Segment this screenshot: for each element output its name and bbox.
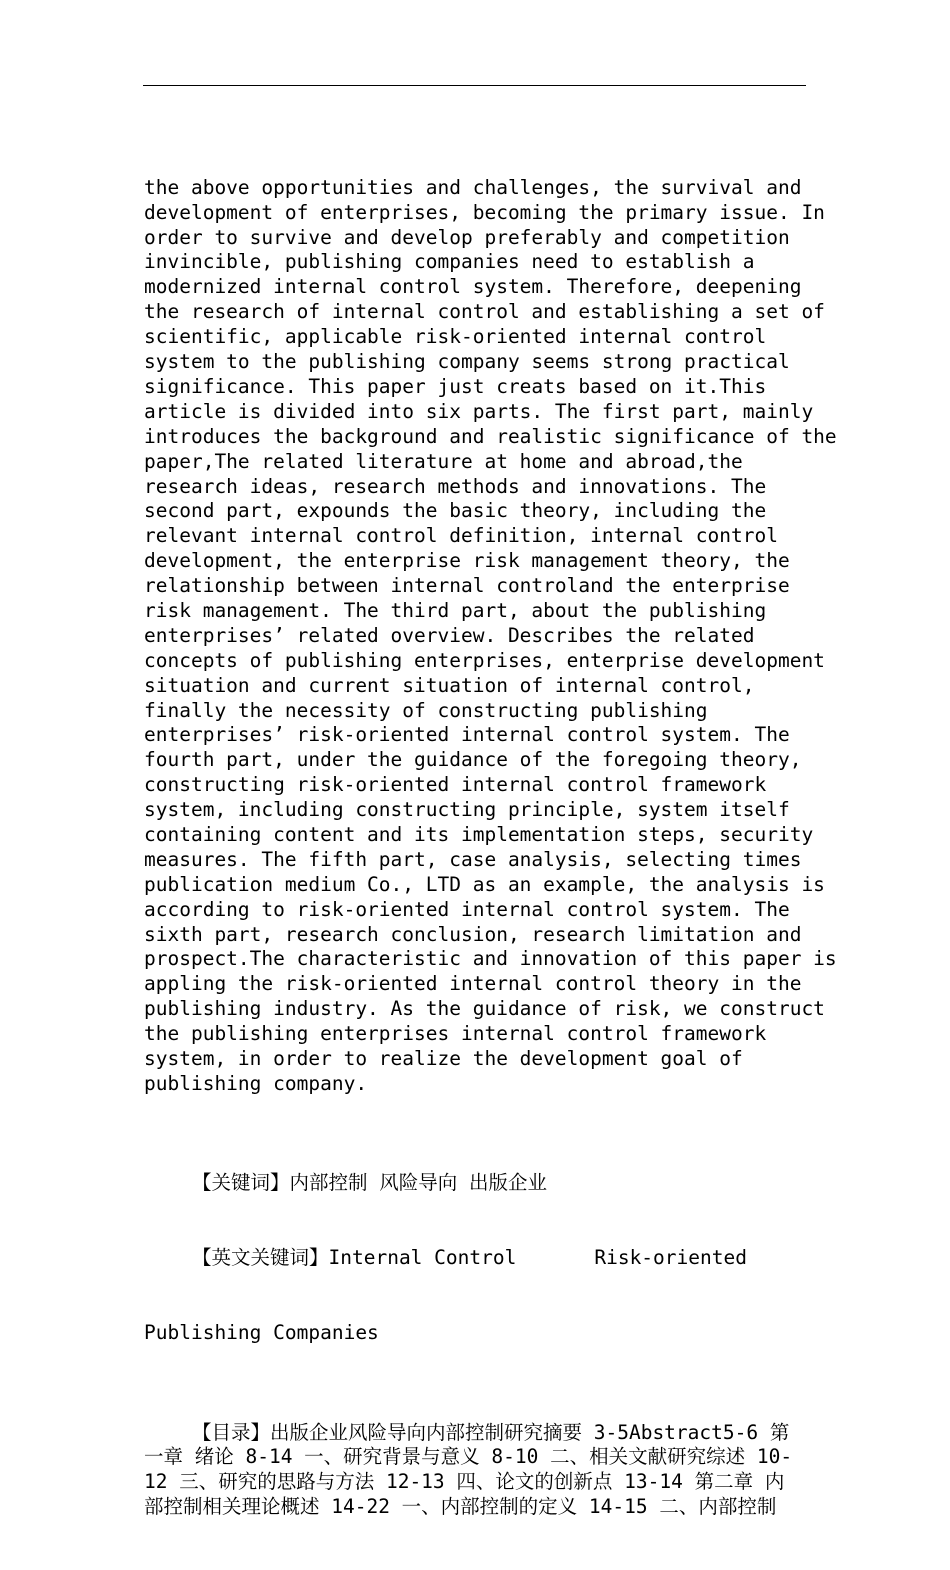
abstract-line: publishing industry. As the guidance of risk, we construct [144,997,825,1021]
chinese-keywords: 【关键词】内部控制 风险导向 出版企业 [192,1171,547,1195]
table-of-contents [144,1421,814,1521]
abstract-line: containing content and its implementation steps, security [144,822,814,846]
abstract-line: article is divided into six parts. The first part, mainly [144,399,814,423]
toc-line: 一章 绪论 8-14 一、研究背景与意义 8-10 二、相关文献研究综述 10- [144,1445,793,1469]
abstract-line: sixth part, research conclusion, research limitation and [144,922,802,946]
english-keywords-continued: Publishing Companies [144,1320,379,1344]
abstract-line: risk management. The third part, about the publishing [144,598,767,622]
english-abstract [144,175,837,1097]
abstract-line: relevant internal control definition, internal control [144,524,778,548]
abstract-line: enterprises’ risk-oriented internal control system. The [144,723,790,747]
abstract-line: system, including constructing principle, system itself [144,798,790,822]
abstract-line: the publishing enterprises internal control framework [144,1022,767,1046]
toc-line: 部控制相关理论概述 14-22 一、内部控制的定义 14-15 二、内部控制 [144,1495,777,1519]
abstract-line: situation and current situation of internal control, [144,673,755,697]
english-keywords [144,1246,814,1271]
abstract-line: system to the publishing company seems strong practical [144,350,790,374]
abstract-line: relationship between internal controland the enterprise [144,574,790,598]
abstract-line: publication medium Co., LTD as an example, the analysis is [144,872,825,896]
english-keywords-first: 【英文关键词】Internal Control [192,1246,517,1270]
abstract-line: constructing risk-oriented internal control framework [144,773,767,797]
abstract-line: research ideas, research methods and innovations. The [144,474,767,498]
abstract-line: the above opportunities and challenges, the survival and [144,175,802,199]
toc-line: 【目录】出版企业风险导向内部控制研究摘要 3-5Abstract5-6 第 [192,1420,790,1444]
toc-line: 12 三、研究的思路与方法 12-13 四、论文的创新点 13-14 第二章 内 [144,1470,785,1494]
abstract-line: finally the necessity of constructing publishing [144,698,708,722]
abstract-line: concepts of publishing enterprises, enterprise development [144,648,825,672]
abstract-line: development, the enterprise risk management theory, the [144,549,790,573]
abstract-line: the research of internal control and establishing a set of [144,300,825,324]
abstract-line: scientific, applicable risk-oriented internal control [144,325,767,349]
abstract-line: fourth part, under the guidance of the foregoing theory, [144,748,802,772]
abstract-line: system, in order to realize the development goal of [144,1046,743,1070]
abstract-line: modernized internal control system. Therefore, deepening [144,275,802,299]
abstract-line: according to risk-oriented internal control system. The [144,897,790,921]
abstract-line: introduces the background and realistic significance of the [144,424,837,448]
abstract-line: measures. The fifth part, case analysis, selecting times [144,847,802,871]
english-keywords-second: Risk-oriented [594,1246,747,1270]
header-rule [143,85,806,86]
document-body [144,126,837,1570]
abstract-line: significance. This paper just creats based on it.This [144,374,767,398]
abstract-line: publishing company. [144,1071,368,1095]
abstract-line: invincible, publishing companies need to establish a [144,250,755,274]
abstract-line: second part, expounds the basic theory, including the [144,499,767,523]
abstract-line: order to survive and develop preferably and competition [144,225,790,249]
abstract-line: enterprises’ related overview. Describes the related [144,623,755,647]
abstract-line: appling the risk-oriented internal control theory in the [144,972,802,996]
abstract-line: prospect.The characteristic and innovation of this paper is [144,947,837,971]
abstract-line: development of enterprises, becoming the primary issue. In [144,200,825,224]
abstract-line: paper,The related literature at home and abroad,the [144,449,743,473]
